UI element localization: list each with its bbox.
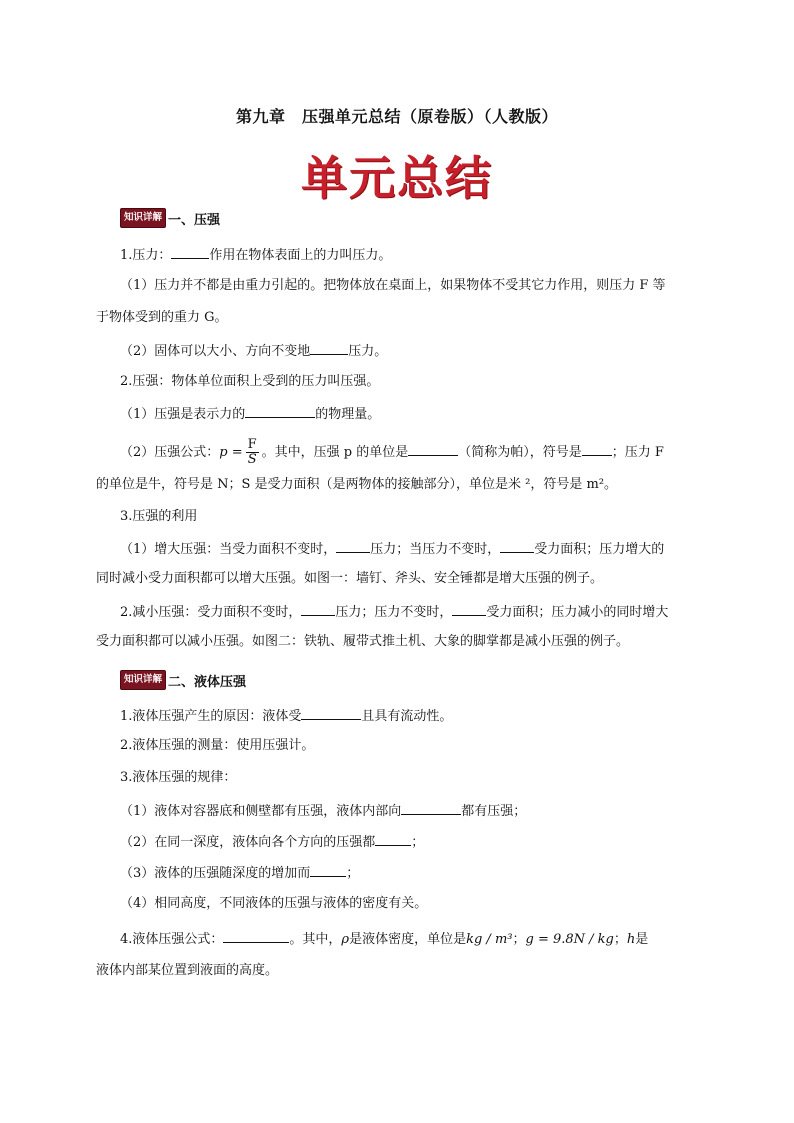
paragraph-line: 的单位是牛，符号是 N；S 是受力面积（是两物体的接触部分），单位是米 ²，符号是 m²。 xyxy=(96,477,618,492)
paragraph-line: （2）在同一深度，液体向各个方向的压强都 ； xyxy=(120,831,730,853)
section-title: 二、液体压强 xyxy=(168,674,247,690)
paragraph-line: 2.压强：物体单位面积上受到的压力叫压强。 xyxy=(120,374,380,389)
paragraph-line: 2.减小压强：受力面积不变时， 压力；压力不变时， 受力面积；压力减小的同时增大 xyxy=(120,601,730,623)
paragraph-line: 同时减小受力面积都可以增大压强。如图一：墙钉、斧头、安全锤都是增大压强的例子。 xyxy=(96,571,604,586)
pressure-formula-line: （2）压强公式：p = $\frac{F}{S}$ 。其中，压强 p 的单位是 （简称为帕），符号是 ；压力 F xyxy=(120,437,664,467)
section-header-liquid-pressure xyxy=(120,669,246,691)
paragraph-line: 3.液体压强的规律： xyxy=(120,770,237,785)
liquid-formula-line: 4.液体压强公式： 。其中，ρ是液体密度，单位是kg / m³；g = 9.8N / kg；h是 xyxy=(120,928,730,950)
paragraph-line: （2）固体可以大小、方向不变地 压力。 xyxy=(120,340,730,362)
paragraph-line: （1）增大压强：当受力面积不变时， 压力；当压力不变时， 受力面积；压力增大的 xyxy=(120,538,730,560)
paragraph-line: （4）相同高度，不同液体的压强与液体的密度有关。 xyxy=(120,896,428,911)
paragraph-line: （1）压强是表示力的 的物理量。 xyxy=(120,403,730,425)
paragraph-line: （1）液体对容器底和侧壁都有压强，液体内部向 都有压强； xyxy=(120,800,730,822)
paragraph-line: 受力面积都可以减小压强。如图二：铁轨、履带式推土机、大象的脚掌都是减小压强的例子。 xyxy=(96,634,630,649)
section-header-pressure xyxy=(120,207,220,229)
section-title: 一、压强 xyxy=(168,212,221,228)
paragraph-line: 于物体受到的重力 G。 xyxy=(96,310,228,325)
page-title: 第九章 压强单元总结（原卷版）（人教版） xyxy=(235,107,558,126)
paragraph-line: 液体内部某位置到液面的高度。 xyxy=(96,963,279,978)
paragraph-line: （3）液体的压强随深度的增加而 ； xyxy=(120,862,730,884)
banner-heading: 单元总结 xyxy=(301,151,493,205)
paragraph-line: （1）压力并不都是由重力引起的。把物体放在桌面上，如果物体不受其它力作用，则压力 F 等 xyxy=(120,278,666,293)
paragraph-line: 3.压强的利用 xyxy=(120,509,198,524)
paragraph-line: 2.液体压强的测量：使用压强计。 xyxy=(120,738,315,753)
formula-fraction: $\frac{F}{S}$ xyxy=(247,437,257,467)
formula-p: p = xyxy=(219,445,243,460)
paragraph-line: 1.压力： 作用在物体表面上的力叫压力。 xyxy=(120,244,730,266)
paragraph-line: 1.液体压强产生的原因：液体受 且具有流动性。 xyxy=(120,705,730,727)
knowledge-badge: 知识详解 xyxy=(120,670,166,690)
knowledge-badge: 知识详解 xyxy=(120,208,166,228)
